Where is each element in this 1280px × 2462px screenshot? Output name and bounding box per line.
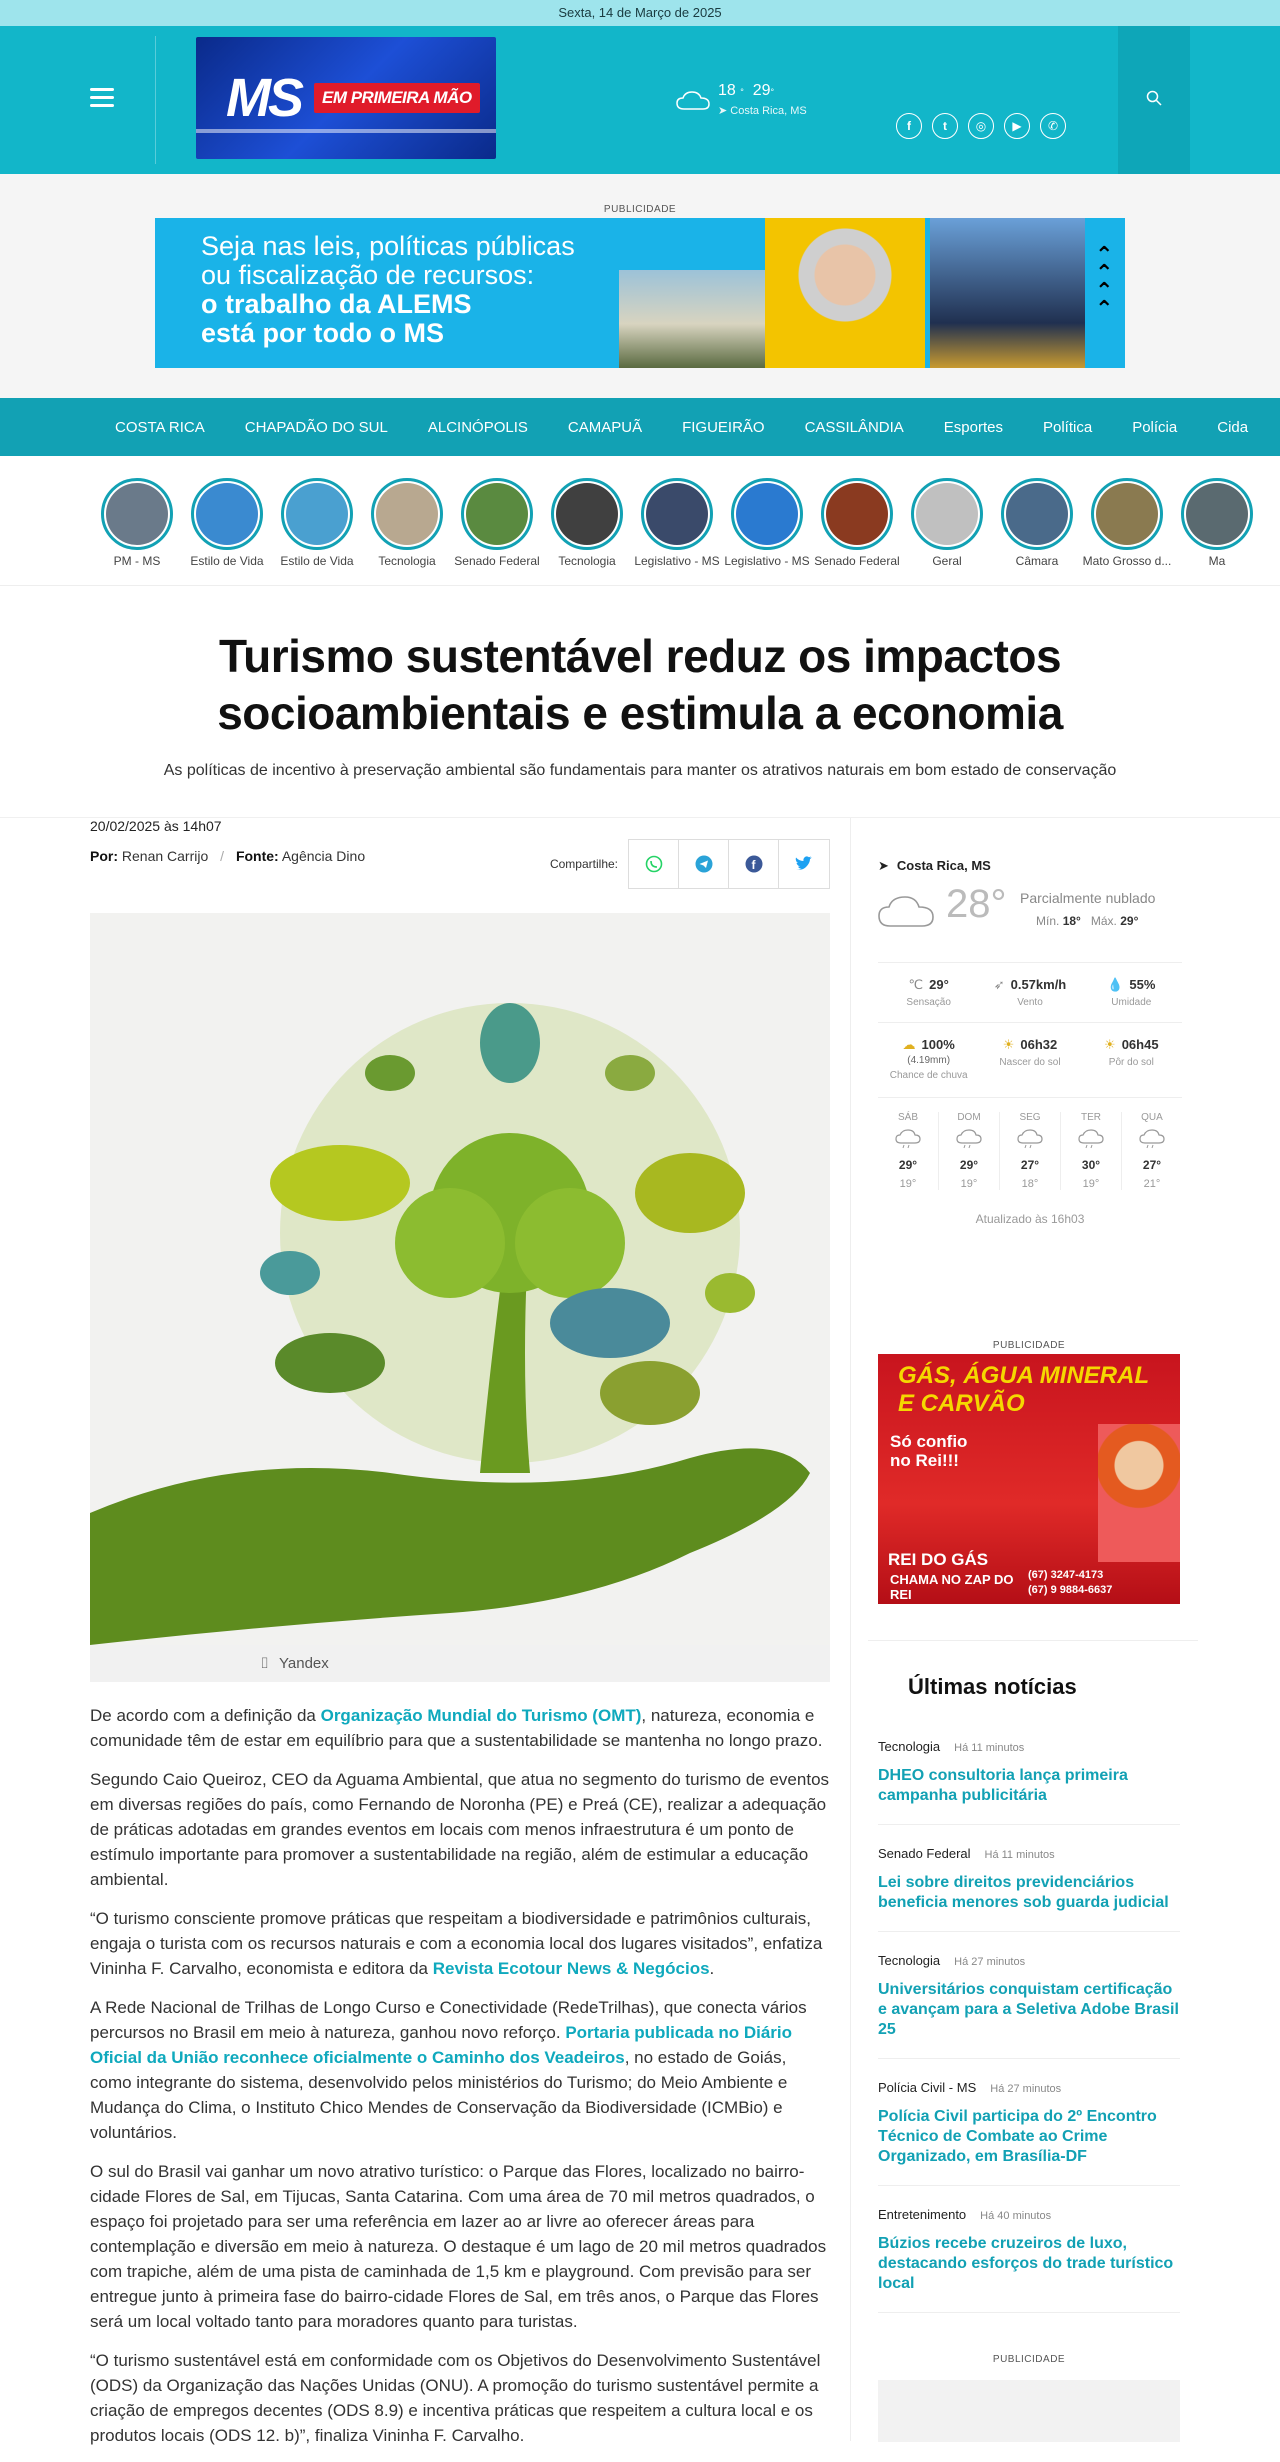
weather-temp: 28° — [946, 882, 1007, 926]
link-ecotour[interactable]: Revista Ecotour News & Negócios — [432, 1959, 710, 1978]
paragraph: “O turismo sustentável está em conformidade com os Objetivos do Desenvolvimento Sustentável (ODS) da Organização das Nações Unidas (ONU). A promoção do turismo sustentável permite a criação de empregos decentes (ODS 8.9) e incentiva práticas que respeitem a cultura local e os produtos locais (ODS 12. b)”, finaliza Vininha F. Carvalho. — [90, 2351, 821, 2445]
banner-portrait-photo — [765, 218, 925, 368]
ad-brand: REI DO GÁS — [888, 1550, 989, 1569]
ad-phone: (67) 3247-4173 — [1028, 1569, 1104, 1581]
nav-item[interactable]: CAMAPUÃ — [567, 418, 643, 436]
social-links — [896, 113, 1066, 139]
paragraph — [90, 1906, 830, 1981]
news-category[interactable]: Polícia Civil - MS — [878, 2080, 977, 2095]
search-icon — [1146, 90, 1162, 106]
sidebar-divider — [850, 818, 851, 2441]
news-time: Há 11 minutos — [954, 1742, 1025, 1754]
nav-item[interactable]: Esportes — [943, 418, 1003, 436]
story-thumbnail — [466, 483, 528, 545]
author-name[interactable]: Renan Carrijo — [121, 848, 209, 864]
story-label: Ma — [1208, 554, 1226, 568]
story-item[interactable] — [452, 478, 542, 568]
whatsapp-icon — [645, 855, 663, 873]
forecast-day-label: SEG — [1019, 1112, 1041, 1123]
eco-hand-illustration — [90, 913, 830, 1645]
banner-line: está por todo o MS — [201, 318, 444, 348]
twitter-icon — [795, 856, 813, 872]
youtube-icon[interactable]: ▶ — [1004, 113, 1030, 139]
news-item[interactable] — [878, 1932, 1180, 2059]
story-ring — [641, 478, 713, 550]
instagram-icon[interactable]: ◎ — [968, 113, 994, 139]
stat-label: Sensação — [906, 997, 951, 1008]
header-weather-min: 18 — [718, 82, 736, 99]
telegram-icon — [695, 855, 713, 873]
ad-headline-line: E CARVÃO — [898, 1390, 1025, 1417]
chevron-up-icon: ⌃ ⌃ ⌃ ⌃ — [1095, 242, 1114, 321]
banner-line: ou fiscalização de recursos: — [201, 260, 535, 290]
story-item[interactable] — [92, 478, 182, 568]
story-label: Senado Federal — [814, 554, 900, 568]
story-ring — [461, 478, 533, 550]
article-main-image[interactable] — [90, 913, 830, 1645]
banner-text — [201, 232, 575, 348]
category-nav — [0, 398, 1280, 456]
stat-value: 100% — [921, 1037, 955, 1052]
article-content — [90, 818, 830, 2445]
nav-item[interactable]: COSTA RICA — [115, 418, 205, 436]
logo-swoosh — [196, 129, 496, 133]
story-thumbnail — [376, 483, 438, 545]
story-label: Senado Federal — [454, 554, 540, 568]
news-headline[interactable]: Búzios recebe cruzeiros de luxo, destacando esforços do trade turístico local — [878, 2235, 1174, 2292]
story-label: Estilo de Vida — [190, 554, 264, 568]
date-bar: Sexta, 14 de Março de 2025 — [0, 0, 1280, 26]
nav-item[interactable]: ALCINÓPOLIS — [427, 418, 528, 436]
story-item[interactable] — [1172, 478, 1262, 568]
rain-cloud-icon — [1017, 1129, 1043, 1149]
stat-extra: (4.19mm) — [907, 1055, 951, 1066]
paragraph — [90, 1703, 830, 1753]
facebook-icon — [745, 855, 763, 873]
svg-text:f: f — [751, 858, 755, 872]
story-thumbnail — [916, 483, 978, 545]
link-omt[interactable]: Organização Mundial do Turismo (OMT) — [320, 1706, 642, 1725]
location-arrow-icon: ➤ — [718, 105, 731, 117]
story-ring — [1091, 478, 1163, 550]
forecast-high: 27° — [1142, 1158, 1162, 1172]
wind-icon: ➶ — [993, 977, 1005, 992]
forecast-day — [1122, 1112, 1182, 1190]
weather-updated: Atualizado às 16h03 — [975, 1212, 1085, 1226]
rain-cloud-icon — [895, 1129, 921, 1149]
facebook-icon[interactable]: f — [896, 113, 922, 139]
news-item[interactable] — [878, 1825, 1180, 1932]
story-thumbnail — [196, 483, 258, 545]
weather-stats-row-2 — [878, 1022, 1182, 1081]
forecast-day — [1061, 1112, 1122, 1190]
paragraph-text: “O turismo consciente promove práticas que respeitam a biodiversidade e patrimônios culturais, engaja o turista com os recursos naturais e com a economia local dos lugares visitados”, enfatiza Vininha F. Carvalho, economista e editora da — [90, 1909, 823, 1978]
story-item[interactable] — [542, 478, 632, 568]
paragraph-text: . — [709, 1959, 715, 1978]
search-button[interactable] — [1118, 26, 1190, 174]
banner-line: Seja nas leis, políticas públicas — [201, 231, 575, 261]
top-ad-area — [0, 174, 1280, 398]
weather-stat — [979, 977, 1080, 1008]
header-weather-max: 29 — [752, 82, 771, 99]
logo-tagline: EM PRIMEIRA MÃO — [314, 83, 480, 113]
story-label: Mato Grosso d... — [1082, 554, 1172, 568]
latest-news-list — [878, 1718, 1180, 2313]
share-facebook-button[interactable] — [729, 840, 779, 888]
rain-cloud-icon — [956, 1129, 982, 1149]
share-label: Compartilhe: — [549, 857, 618, 871]
weather-condition: Parcialmente nublado — [1020, 890, 1156, 906]
forecast-high: 27° — [1020, 1158, 1040, 1172]
header-divider — [155, 36, 156, 164]
rain-cloud-icon: ☁ — [902, 1037, 916, 1052]
story-ring — [1001, 478, 1073, 550]
weather-stats-row-1 — [878, 962, 1182, 1008]
forecast-low: 18° — [1021, 1178, 1039, 1190]
story-ring — [1181, 478, 1253, 550]
stat-label: Chance de chuva — [889, 1070, 968, 1081]
weather-stat — [878, 1037, 979, 1081]
ad-label: PUBLICIDADE — [603, 204, 677, 215]
banner-building-photo — [930, 218, 1085, 368]
weather-current — [878, 882, 1182, 948]
news-headline[interactable]: DHEO consultoria lança primeira campanha publicitária — [878, 1767, 1128, 1804]
story-item[interactable] — [632, 478, 722, 568]
article-subtitle: As políticas de incentivo à preservação ambiental são fundamentais para manter os atrativos naturais em bom estado de conservação — [163, 762, 1117, 779]
min-value: 18° — [1062, 914, 1081, 928]
story-thumbnail — [736, 483, 798, 545]
forecast-day — [939, 1112, 1000, 1190]
weather-forecast — [878, 1097, 1182, 1190]
site-header: MS EM PRIMEIRA MÃO 18 ° 29° ➤ Costa Rica, MS f t ◎ ▶ ✆ — [0, 26, 1280, 174]
share-bar — [550, 839, 830, 889]
story-label: Câmara — [1015, 554, 1059, 568]
stat-value: 29° — [929, 977, 949, 992]
paragraph-text: A Rede Nacional de Trilhas de Longo Curso e Conectividade (RedeTrilhas), que conecta vários percursos no Brasil em meio à natureza, ganhou novo reforço. — [90, 1998, 807, 2042]
story-thumbnail — [286, 483, 348, 545]
stat-value: 06h32 — [1020, 1037, 1058, 1052]
forecast-day-label: TER — [1081, 1112, 1101, 1123]
forecast-low: 19° — [899, 1178, 917, 1190]
stat-label: Vento — [1017, 997, 1043, 1008]
story-item[interactable] — [812, 478, 902, 568]
article-byline: Por: Renan Carrijo / Fonte: Agência Dino — [90, 848, 366, 864]
story-item[interactable] — [1082, 478, 1172, 568]
author-label: Por: — [90, 848, 118, 864]
rain-cloud-icon — [1139, 1129, 1165, 1149]
latest-news — [878, 1674, 1180, 2313]
story-label: Tecnologia — [378, 554, 436, 568]
story-thumbnail — [826, 483, 888, 545]
weather-stat — [1081, 1037, 1182, 1081]
news-headline[interactable]: Lei sobre direitos previdenciários beneficia menores sob guarda judicial — [878, 1874, 1169, 1911]
ad-slogan: Só confio no Rei!!! — [890, 1432, 968, 1470]
story-item[interactable] — [992, 478, 1082, 568]
forecast-high: 29° — [898, 1158, 918, 1172]
news-time: Há 40 minutos — [980, 2210, 1052, 2222]
latest-news-title: Últimas notícias — [908, 1674, 1077, 1699]
story-thumbnail — [1096, 483, 1158, 545]
stat-label: Pôr do sol — [1108, 1057, 1154, 1068]
weather-stat — [1081, 977, 1182, 1008]
rei-do-gas-ad[interactable] — [878, 1354, 1180, 1604]
story-item[interactable] — [362, 478, 452, 568]
story-label: Tecnologia — [558, 554, 616, 568]
sunset-icon: ☀ — [1104, 1037, 1116, 1052]
story-item[interactable] — [722, 478, 812, 568]
paragraph-text: De acordo com a definição da — [90, 1706, 321, 1725]
cloud-icon — [676, 90, 710, 110]
sunrise-icon: ☀ — [1002, 1037, 1015, 1052]
paragraph: Segundo Caio Queiroz, CEO da Aguama Ambiental, que atua no segmento do turismo de eventos em diversas regiões do país, como Fernando de Noronha (PE) e Preá (CE), realizar a adequação de práticas adotadas em grandes eventos em locais com menos infraestrutura é um ponto de estímulo importante para promover a sustentabilidade na região, além de estimular a educação ambiental. — [90, 1770, 830, 1889]
stat-value: 06h45 — [1121, 1037, 1159, 1052]
ad-phones — [1028, 1568, 1112, 1598]
sidebar — [878, 818, 1182, 2365]
story-label: Estilo de Vida — [280, 554, 354, 568]
alems-banner[interactable] — [155, 218, 1125, 368]
forecast-low: 19° — [960, 1178, 978, 1190]
weather-location — [878, 858, 1182, 874]
forecast-day-label: QUA — [1141, 1112, 1163, 1123]
site-logo[interactable] — [196, 37, 496, 159]
story-thumbnail — [556, 483, 618, 545]
article-header — [0, 586, 1280, 818]
forecast-day-label: DOM — [957, 1112, 981, 1123]
story-ring — [191, 478, 263, 550]
news-time: Há 27 minutos — [954, 1956, 1026, 1968]
story-label: Legislativo - MS — [634, 554, 720, 568]
thermometer-icon: ℃ — [908, 977, 924, 992]
cloud-icon — [878, 894, 934, 928]
caption-text: Yandex — [279, 1655, 329, 1672]
min-label: Mín. — [1036, 914, 1060, 928]
stories-strip — [0, 456, 1280, 586]
ad-label: PUBLICIDADE — [992, 1340, 1066, 1351]
ad-girl-photo — [1098, 1424, 1180, 1562]
stat-label: Nascer do sol — [999, 1057, 1061, 1068]
weather-stat — [979, 1037, 1080, 1081]
ad-headline — [898, 1362, 1149, 1418]
divider — [868, 1640, 1198, 1641]
news-headline[interactable]: Polícia Civil participa do 2º Encontro Técnico de Combate ao Crime Organizado, em Brasília-DF — [878, 2108, 1157, 2165]
article-title: Turismo sustentável reduz os impactos socioambientais e estimula a economia — [217, 630, 1063, 739]
banner-line: o trabalho da ALEMS — [201, 289, 472, 319]
max-label: Máx. — [1090, 914, 1117, 928]
camera-icon: ⌷ — [260, 1655, 270, 1672]
nav-item[interactable]: Polícia — [1132, 418, 1178, 436]
news-item[interactable] — [878, 1718, 1180, 1825]
stat-value: 55% — [1129, 977, 1156, 992]
ad-headline-line: GÁS, ÁGUA MINERAL — [898, 1362, 1150, 1389]
story-thumbnail — [1006, 483, 1068, 545]
story-label: Geral — [932, 554, 962, 568]
news-item[interactable] — [878, 2186, 1180, 2313]
forecast-day-label: SÁB — [897, 1112, 918, 1123]
share-twitter-button[interactable] — [779, 840, 829, 888]
news-category[interactable]: Tecnologia — [878, 1739, 941, 1754]
article-date: 20/02/2025 às 14h07 — [90, 818, 222, 834]
nav-item[interactable]: Cida — [1217, 418, 1249, 436]
forecast-low: 19° — [1082, 1178, 1100, 1190]
story-ring — [101, 478, 173, 550]
weather-stat — [878, 977, 979, 1008]
story-ring — [731, 478, 803, 550]
news-category[interactable]: Tecnologia — [878, 1953, 941, 1968]
news-category[interactable]: Senado Federal — [878, 1846, 971, 1861]
nav-item[interactable]: Política — [1043, 418, 1093, 436]
story-item[interactable] — [272, 478, 362, 568]
image-caption — [90, 1645, 830, 1682]
story-label: Legislativo - MS — [724, 554, 810, 568]
story-ring — [821, 478, 893, 550]
weather-location-text: Costa Rica, MS — [896, 858, 991, 873]
story-thumbnail — [106, 483, 168, 545]
logo-ms: MS — [226, 68, 301, 128]
story-item[interactable] — [902, 478, 992, 568]
source-name: Agência Dino — [281, 848, 366, 864]
nav-item[interactable]: CASSILÂNDIA — [804, 418, 904, 436]
stat-value: 0.57km/h — [1010, 977, 1067, 992]
source-label: Fonte: — [235, 848, 279, 864]
link-portaria[interactable]: Portaria publicada no Diário Oficial da União reconhece oficialmente o Caminho dos Veadeiros — [90, 2023, 793, 2067]
forecast-day — [878, 1112, 939, 1190]
bottom-ad-slot[interactable] — [878, 2380, 1180, 2442]
paragraph — [90, 1995, 830, 2145]
whatsapp-icon[interactable]: ✆ — [1040, 113, 1066, 139]
news-item[interactable] — [878, 2059, 1180, 2186]
news-time: Há 11 minutos — [984, 1849, 1055, 1861]
ad-cta: CHAMA NO ZAP DO REI — [890, 1572, 1014, 1602]
forecast-day — [1000, 1112, 1061, 1190]
paragraph-text: , natureza, economia e comunidade têm de estar em equilíbrio para que a sustentabilidade se mantenha no longo prazo. — [90, 1706, 823, 1750]
news-headline[interactable]: Universitários conquistam certificação e avançam para a Seletiva Adobe Brasil 25 — [878, 1981, 1179, 2038]
stat-label: Umidade — [1111, 997, 1152, 1008]
paragraph-text: , no estado de Goiás, como integrante do sistema, desenvolvido pelos ministérios do Turismo; do Meio Ambiente e Mudança do Clima, o Instituto Chico Mendes de Conservação da Biodiversidade (ICMBio) e voluntários. — [90, 2048, 788, 2142]
story-ring — [281, 478, 353, 550]
share-telegram-button[interactable] — [679, 840, 729, 888]
story-ring — [551, 478, 623, 550]
story-label: PM - MS — [113, 554, 161, 568]
twitter-icon[interactable]: t — [932, 113, 958, 139]
rain-cloud-icon — [1078, 1129, 1104, 1149]
story-ring — [911, 478, 983, 550]
story-thumbnail — [646, 483, 708, 545]
story-thumbnail — [1186, 483, 1248, 545]
forecast-low: 21° — [1143, 1178, 1161, 1190]
article-body — [90, 1703, 830, 2462]
ad-phone: (67) 9 9884-6637 — [1028, 1584, 1113, 1596]
forecast-high: 30° — [1081, 1158, 1101, 1172]
story-ring — [371, 478, 443, 550]
news-category[interactable]: Entretenimento — [878, 2207, 967, 2222]
location-arrow-icon: ➤ — [878, 858, 889, 873]
forecast-high: 29° — [959, 1158, 979, 1172]
menu-icon[interactable] — [90, 88, 114, 108]
nav-item[interactable]: FIGUEIRÃO — [682, 418, 765, 436]
nav-item[interactable]: CHAPADÃO DO SUL — [244, 418, 388, 436]
share-whatsapp-button[interactable] — [629, 840, 679, 888]
ad-label: PUBLICIDADE — [992, 2354, 1066, 2365]
paragraph: O sul do Brasil vai ganhar um novo atrativo turístico: o Parque das Flores, localizado no bairro-cidade Flores de Sal, em Tijucas, Santa Catarina. Com uma área de 70 mil metros quadrados, o espaço foi projetado para ser uma referência em lazer ao ar livre ao oferecer áreas para contemplação e diversão em meio à natureza. O destaque é um lago de 20 mil metros quadrados com trapiche, além de uma pista de caminhada de 1,5 km e playground. Com previsão para ser entregue junto à primeira fase do bairro-cidade Flores de Sal, em três anos, o Parque das Flores será um local voltado tanto para moradores quanto para turistas. — [90, 2162, 827, 2331]
weather-minmax — [1036, 914, 1138, 928]
max-value: 29° — [1120, 914, 1139, 928]
header-weather-location: Costa Rica, MS — [730, 105, 807, 117]
story-item[interactable] — [182, 478, 272, 568]
humidity-icon: 💧 — [1107, 977, 1124, 992]
news-time: Há 27 minutos — [990, 2083, 1062, 2095]
